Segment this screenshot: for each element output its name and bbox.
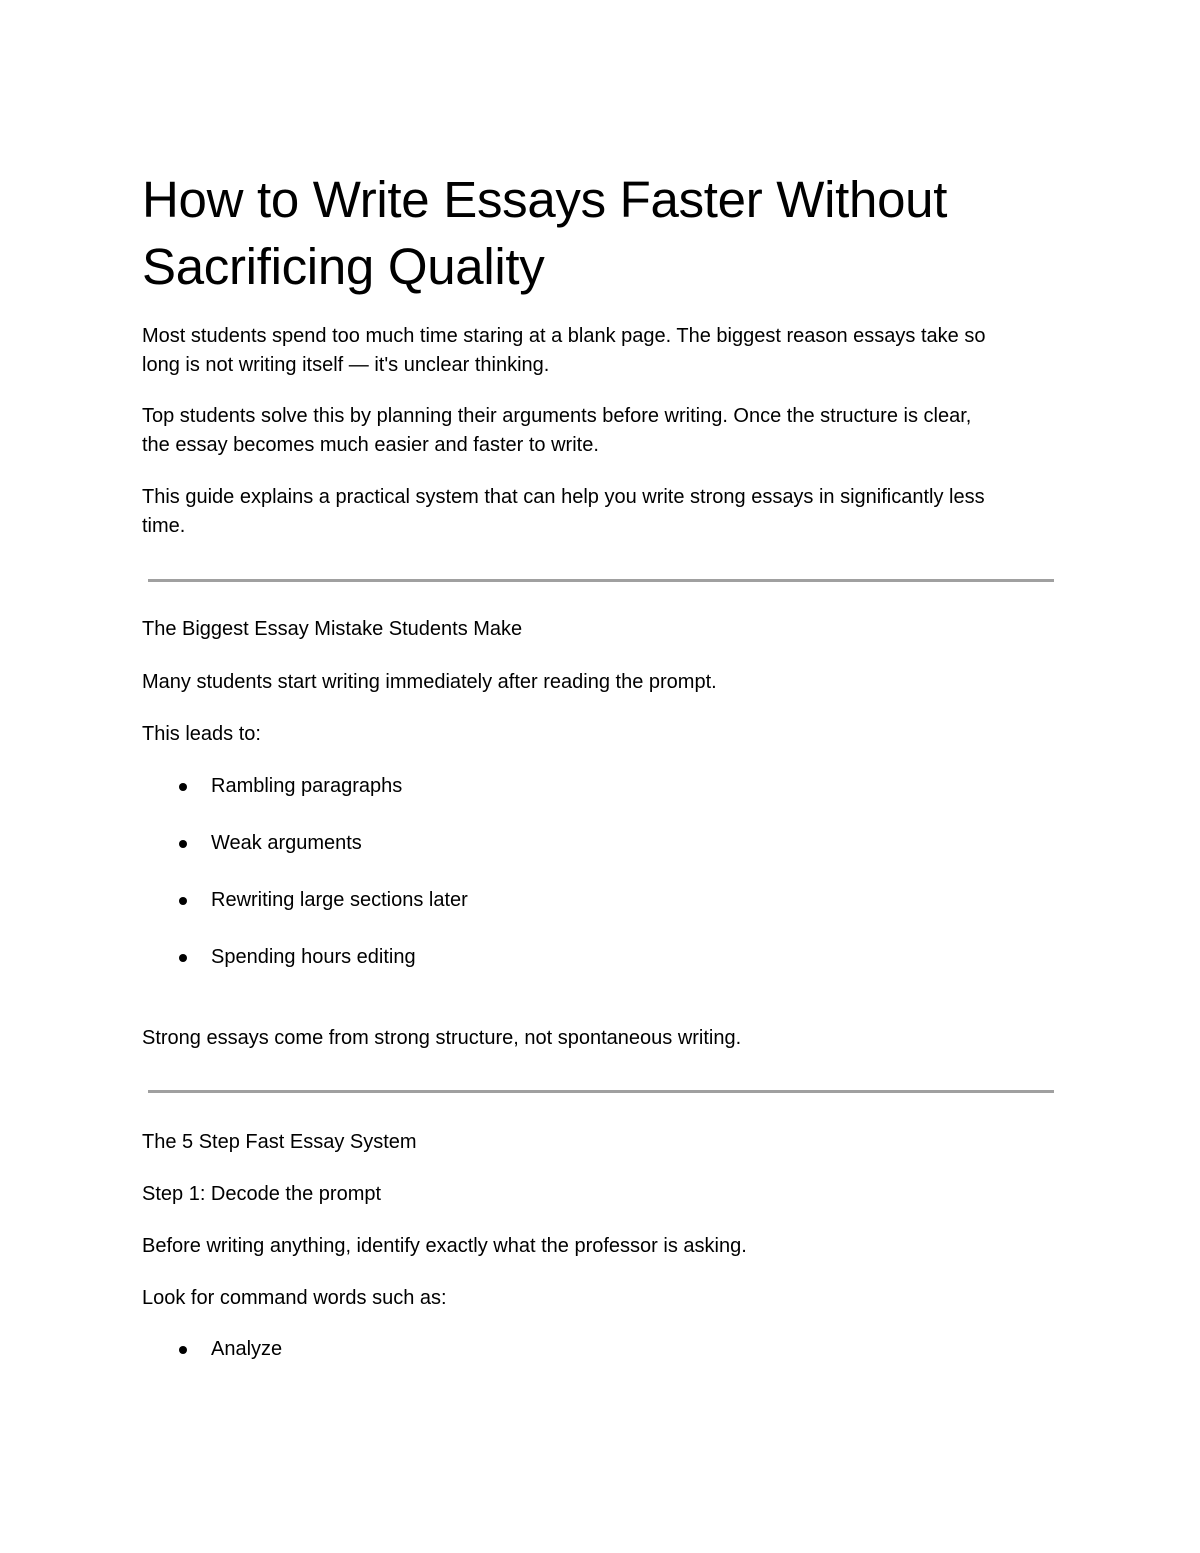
horizontal-divider bbox=[148, 579, 1054, 582]
list-item bbox=[142, 829, 1058, 858]
list-item-text: Analyze bbox=[211, 1338, 283, 1360]
section-heading-biggest-mistake: The Biggest Essay Mistake Students Make bbox=[142, 618, 523, 640]
intro-paragraph-1-line-1: Most students spend too much time staring at a blank page. The biggest reason essays take so bbox=[142, 325, 986, 347]
section2-paragraph-1: Before writing anything, identify exactly what the professor is asking. bbox=[142, 1235, 747, 1257]
list-item-text: Rambling paragraphs bbox=[211, 775, 403, 797]
intro-paragraph-3-line-2: time. bbox=[142, 515, 186, 537]
list-item bbox=[142, 943, 1058, 972]
bullet-icon bbox=[179, 783, 187, 791]
intro-paragraph-2-line-1: Top students solve this by planning their arguments before writing. Once the structure is clear, bbox=[142, 405, 972, 427]
intro-paragraph-1-line-2: long is not writing itself — it's unclear thinking. bbox=[142, 354, 550, 376]
list-item-text: Weak arguments bbox=[211, 832, 362, 854]
list-item bbox=[142, 886, 1058, 915]
bullet-icon bbox=[179, 840, 187, 848]
list-item-text: Rewriting large sections later bbox=[211, 889, 468, 911]
section-heading-five-step-system: The 5 Step Fast Essay System bbox=[142, 1131, 417, 1153]
list-item bbox=[142, 1335, 1058, 1364]
section1-conclusion: Strong essays come from strong structure, not spontaneous writing. bbox=[142, 1027, 742, 1049]
bullet-icon bbox=[179, 897, 187, 905]
horizontal-divider bbox=[148, 1090, 1054, 1093]
intro-paragraph-3-line-1: This guide explains a practical system that can help you write strong essays in significantly less bbox=[142, 486, 985, 508]
step-1-heading: Step 1: Decode the prompt bbox=[142, 1183, 382, 1205]
bullet-icon bbox=[179, 954, 187, 962]
section2-paragraph-2: Look for command words such as: bbox=[142, 1287, 447, 1309]
list-item bbox=[142, 772, 1058, 801]
intro-paragraph-2-line-2: the essay becomes much easier and faster to write. bbox=[142, 434, 599, 456]
document-title: How to Write Essays Faster Without Sacrificing Quality bbox=[142, 171, 948, 295]
bullet-icon bbox=[179, 1346, 187, 1354]
list-item-text: Spending hours editing bbox=[211, 946, 416, 968]
section1-paragraph-2: This leads to: bbox=[142, 723, 261, 745]
section1-paragraph-1: Many students start writing immediately after reading the prompt. bbox=[142, 671, 717, 693]
